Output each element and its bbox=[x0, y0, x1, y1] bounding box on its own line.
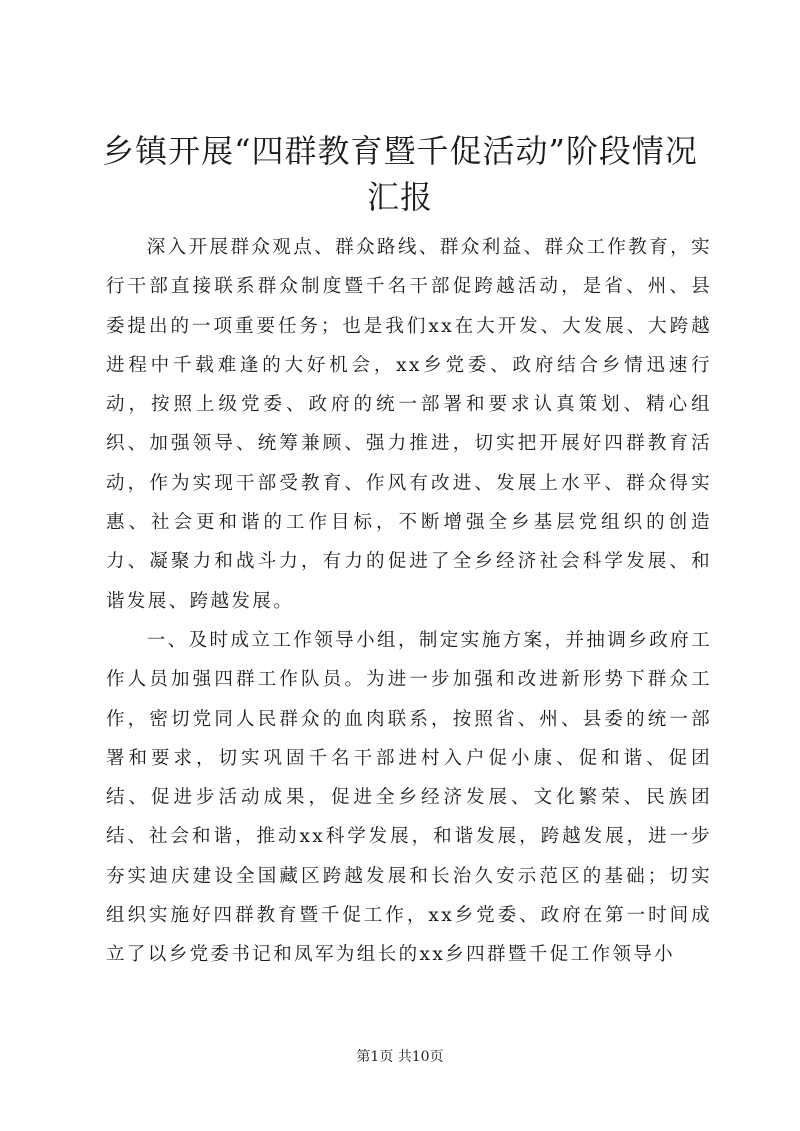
document-title: 乡镇开展“四群教育暨千促活动”阶段情况汇报 bbox=[102, 132, 698, 216]
paragraph-intro: 深入开展群众观点、群众路线、群众利益、群众工作教育，实行干部直接联系群众制度暨千名干部促跨越活动，是省、州、县委提出的一项重要任务；也是我们xx在大开发、大发展、大跨越进程中千载难逢的大好机会，xx乡党委、政府结合乡情迅速行动，按照上级党委、政府的统一部署和要求认真策划、精心组织、加强领导、统筹兼顾、强力推进，切实把开展好四群教育活动，作为实现干部受教育、作风有改进、发展上水平、群众得实惠、社会更和谐的工作目标，不断增强全乡基层党组织的创造力、凝聚力和战斗力，有力的促进了全乡经济社会科学发展、和谐发展、跨越发展。 bbox=[106, 237, 712, 612]
paragraph-section-1: 一、及时成立工作领导小组，制定实施方案，并抽调乡政府工作人员加强四群工作队员。为进一步加强和改进新形势下群众工作，密切党同人民群众的血肉联系，按照省、州、县委的统一部署和要求，切实巩固千名干部进村入户促小康、促和谐、促团结、促进步活动成果，促进全乡经济发展、文化繁荣、民族团结、社会和谐，推动xx科学发展，和谐发展，跨越发展，进一步夯实迪庆建设全国藏区跨越发展和长治久安示范区的基础；切实组织实施好四群教育暨千促工作，xx乡党委、政府在第一时间成立了以乡党委书记和凤军为组长的xx乡四群暨千促工作领导小 bbox=[106, 629, 712, 966]
page-footer: 第1页 共10页 bbox=[356, 1049, 444, 1065]
document-body bbox=[106, 228, 712, 975]
